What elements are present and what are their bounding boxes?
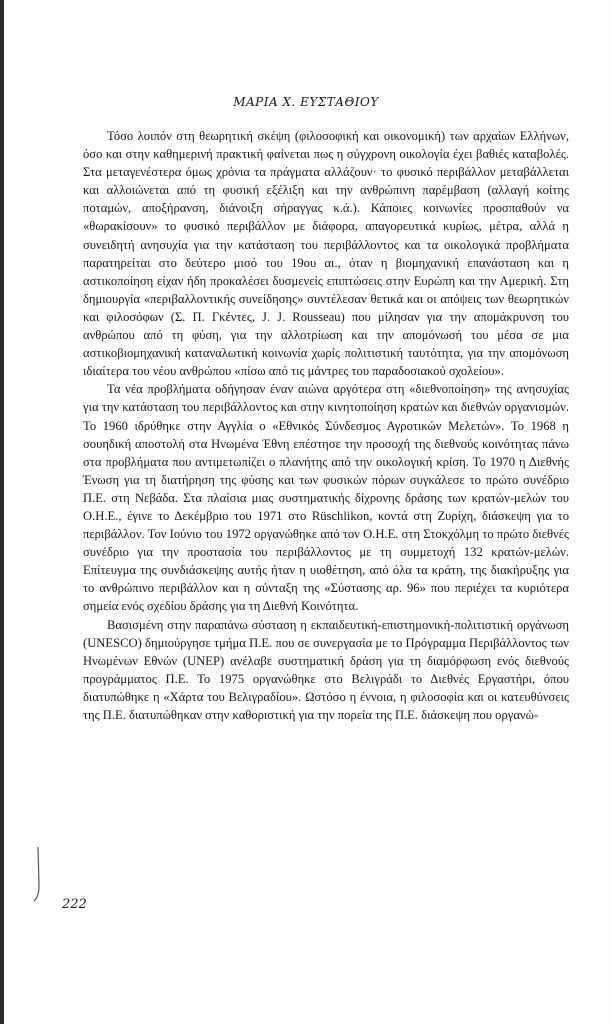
paragraph-1: Τόσο λοιπόν στη θεωρητική σκέψη (φιλοσοφική και οικονομική) των αρχαίων Ελλήνων, όσο και στην καθημερινή πρακτική φαίνεται πως η σύγχρονη οικολογία έχει βαθιές καταβολές. Στα μεταγενέστερα όμως χρόνια τα πράγματα αλλάζουν· το φυσικό περιβάλλον μεταβάλλεται και αλλοιώνεται από τη φυσική εξέλιξη και την ανθρώπινη παρέμβαση (αλλαγή κοίτης ποταμών, αποξήρανση, διάνοιξη σήραγγας κ.ά.). Κάποιες κοινωνίες προσπαθούν να «θωρακίσουν» το φυσικό περιβάλλον με διάφορα, απαγορευτικά κυρίως, μέτρα, αλλά η συνειδητή ανησυχία για την κατάσταση του περιβάλλοντος και τα οικολογικά προβλήματα παρατηρείται στο δεύτερο μισό του 19ου αι., όταν η βιομηχανική επανάσταση και η αστικοποίηση είχαν ήδη προκαλέσει δυσμενείς επιπτώσεις στην Ευρώπη και την Αμερική. Στη δημιουργία «περιβαλλοντικής συνείδησης» συντέλεσαν θετικά και οι απόψεις των θεωρητικών και φιλοσόφων (Σ. Π. Γκέντες, J. J. Rousseau) που μίλησαν για την απομάκρυνση του ανθρώπου από τη φύση, για την αλλοτρίωση και την απομόνωσή του μέσα σε μια αστικοβιομηχανική καταναλωτική κοινωνία χωρίς πολιτιστική ταυτότητα, για την απομόνωση ιδιαίτερα του νέου ανθρώπου «πίσω από τις μάντρες του παραδοσιακού σχολείου».	[83, 129, 569, 379]
body-text	[83, 127, 569, 724]
paragraph-3: Βασισμένη στην παραπάνω σύσταση η εκπαιδευτική-επιστημονική-πολιτιστική οργάνωση (UNESCO) δημιούργησε τμήμα Π.Ε. που σε συνεργασία με το Πρόγραμμα Περιβάλλοντος των Ηνωμένων Εθνών (UNEP) ανέλαβε συστηματική δράση για τη διαμόρφωση ενός διεθνούς προγράμματος Π.Ε. Το 1975 οργανώθηκε στο Βελιγράδι το Διεθνές Εργαστήρι, όπου διατυπώθηκε η «Χάρτα του Βελιγραδίου». Ωστόσο η έννοια, η φιλοσοφία και οι κατευθύνσεις της Π.Ε. διατυπώθηκαν στην καθοριστική για την πορεία της Π.Ε. διάσκεψη που οργανώ-	[83, 617, 569, 722]
running-head: ΜΑΡΙΑ Χ. ΕΥΣΤΑΘΙΟΥ	[233, 95, 379, 109]
paragraph-2: Τα νέα προβλήματα οδήγησαν έναν αιώνα αργότερα στη «διεθνοποίηση» της ανησυχίας για την κατάσταση του περιβάλλοντος και στην κινητοποίηση κρατών και διεθνών οργανισμών. Το 1960 ιδρύθηκε στην Αγγλία ο «Εθνικός Σύνδεσμος Αγροτικών Μελετών». Το 1968 η σουηδική αποστολή στα Ηνωμένα Έθνη επέστησε την προσοχή της διεθνούς κοινότητας πάνω στα προβλήματα που αντιμετωπίζει ο πλανήτης από την οικολογική κρίση. Το 1970 η Διεθνής Ένωση για τη διατήρηση της φύσης και των φυσικών πόρων συγκάλεσε το πρώτο συνέδριο Π.Ε. στη Νεβάδα. Στα πλαίσια μιας συστηματικής δίχρονης δράσης των κρατών-μελών του Ο.Η.Ε., έγινε το Δεκέμβριο του 1971 στο Rüschlikon, κοντά στη Ζυρίχη, διάσκεψη για το περιβάλλον. Τον Ιούνιο του 1972 οργανώθηκε από τον Ο.Η.Ε. στη Στοκχόλμη το πρώτο διεθνές συνέδριο για την προστασία του περιβάλλοντος με τη συμμετοχή 132 κρατών-μελών. Επίτευγμα της συνδιάσκεψης αυτής ήταν η υιοθέτηση, από όλα τα κράτη, της διακήρυξης για το ανθρώπινο περιβάλλον και η σύνταξη της «Σύστασης αρ. 96» που περιέχει τα κυριότερα σημεία ενός σχεδίου δράσης για τη Διεθνή Κοινότητα.	[83, 382, 569, 614]
page-number: 222	[62, 897, 87, 912]
scan-edge	[0, 0, 4, 1024]
margin-pencil-mark	[28, 845, 48, 905]
